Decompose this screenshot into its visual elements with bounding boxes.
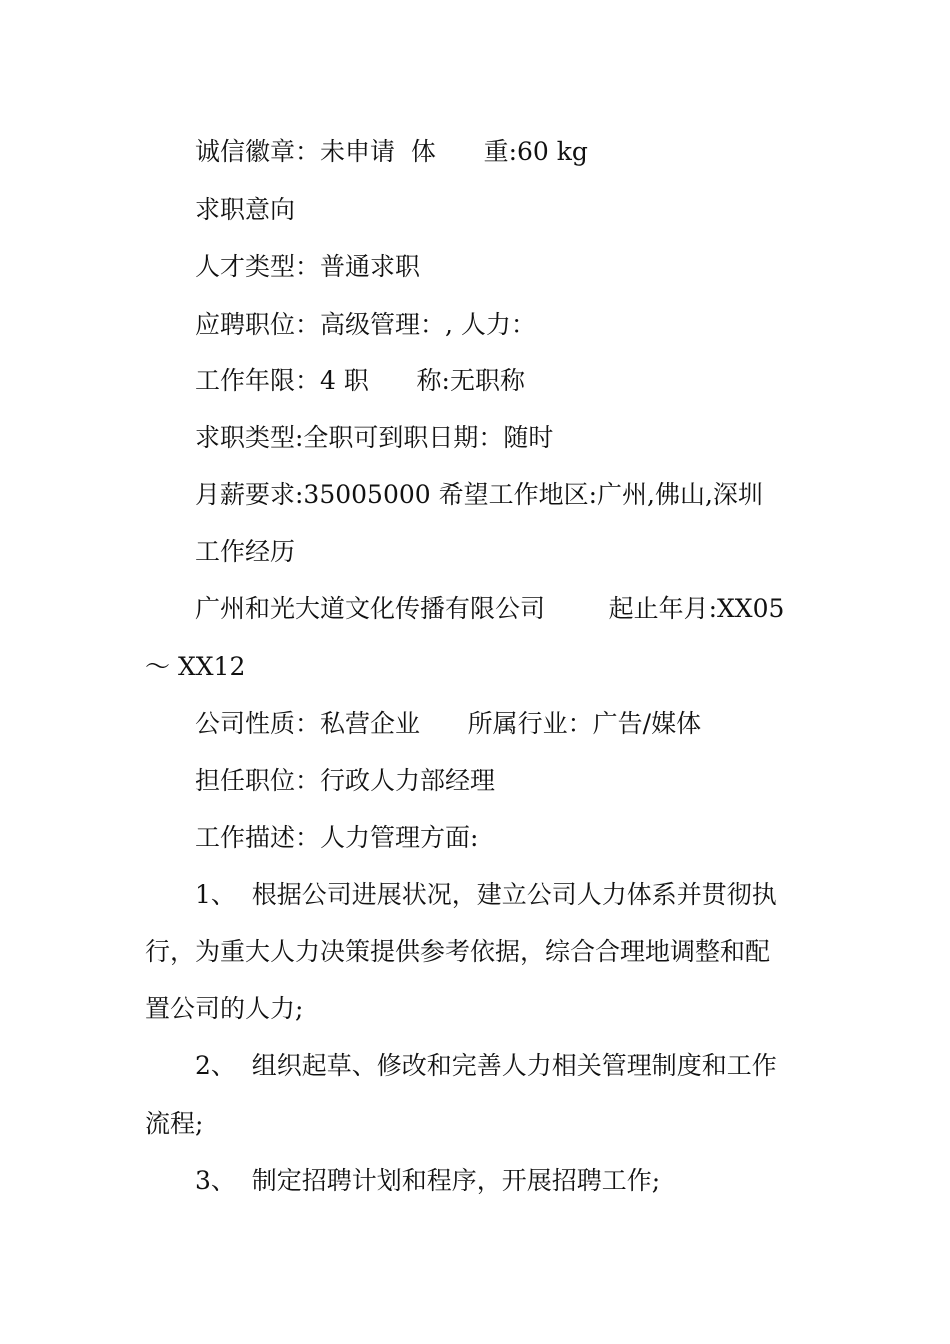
section-heading-job-intention: 求职意向	[195, 195, 296, 224]
salary-location-line: 月薪要求:35005000 希望工作地区:广州,佛山,深圳	[195, 480, 763, 509]
work-years-title-line: 工作年限：4 职 称:无职称	[195, 366, 525, 395]
talent-type-line: 人才类型：普通求职	[195, 252, 421, 281]
company-period-line: 广州和光大道文化传播有限公司 起止年月:XX05	[195, 594, 785, 623]
duty-3-line-1: 3、 制定招聘计划和程序，开展招聘工作;	[195, 1166, 661, 1195]
job-description-heading: 工作描述：人力管理方面:	[195, 823, 479, 852]
duty-2-line-2: 流程;	[145, 1109, 204, 1138]
duty-1-line-3: 置公司的人力;	[145, 994, 304, 1023]
applied-position-line: 应聘职位：高级管理：, 人力：	[195, 310, 536, 339]
company-nature-industry-line: 公司性质：私营企业 所属行业：广告/媒体	[195, 709, 702, 738]
duty-1-line-1: 1、 根据公司进展状况，建立公司人力体系并贯彻执	[195, 880, 777, 909]
section-heading-work-experience: 工作经历	[195, 537, 296, 566]
duty-2-line-1: 2、 组织起草、修改和完善人力相关管理制度和工作	[195, 1051, 777, 1080]
position-held-line: 担任职位：行政人力部经理	[195, 766, 496, 795]
job-type-start-date-line: 求职类型:全职可到职日期：随时	[195, 423, 554, 452]
integrity-badge-weight-line: 诚信徽章：未申请 体 重:60 kg	[195, 137, 588, 166]
company-period-continuation: ～ XX12	[145, 652, 246, 681]
duty-1-line-2: 行，为重大人力决策提供参考依据，综合合理地调整和配	[145, 937, 771, 966]
